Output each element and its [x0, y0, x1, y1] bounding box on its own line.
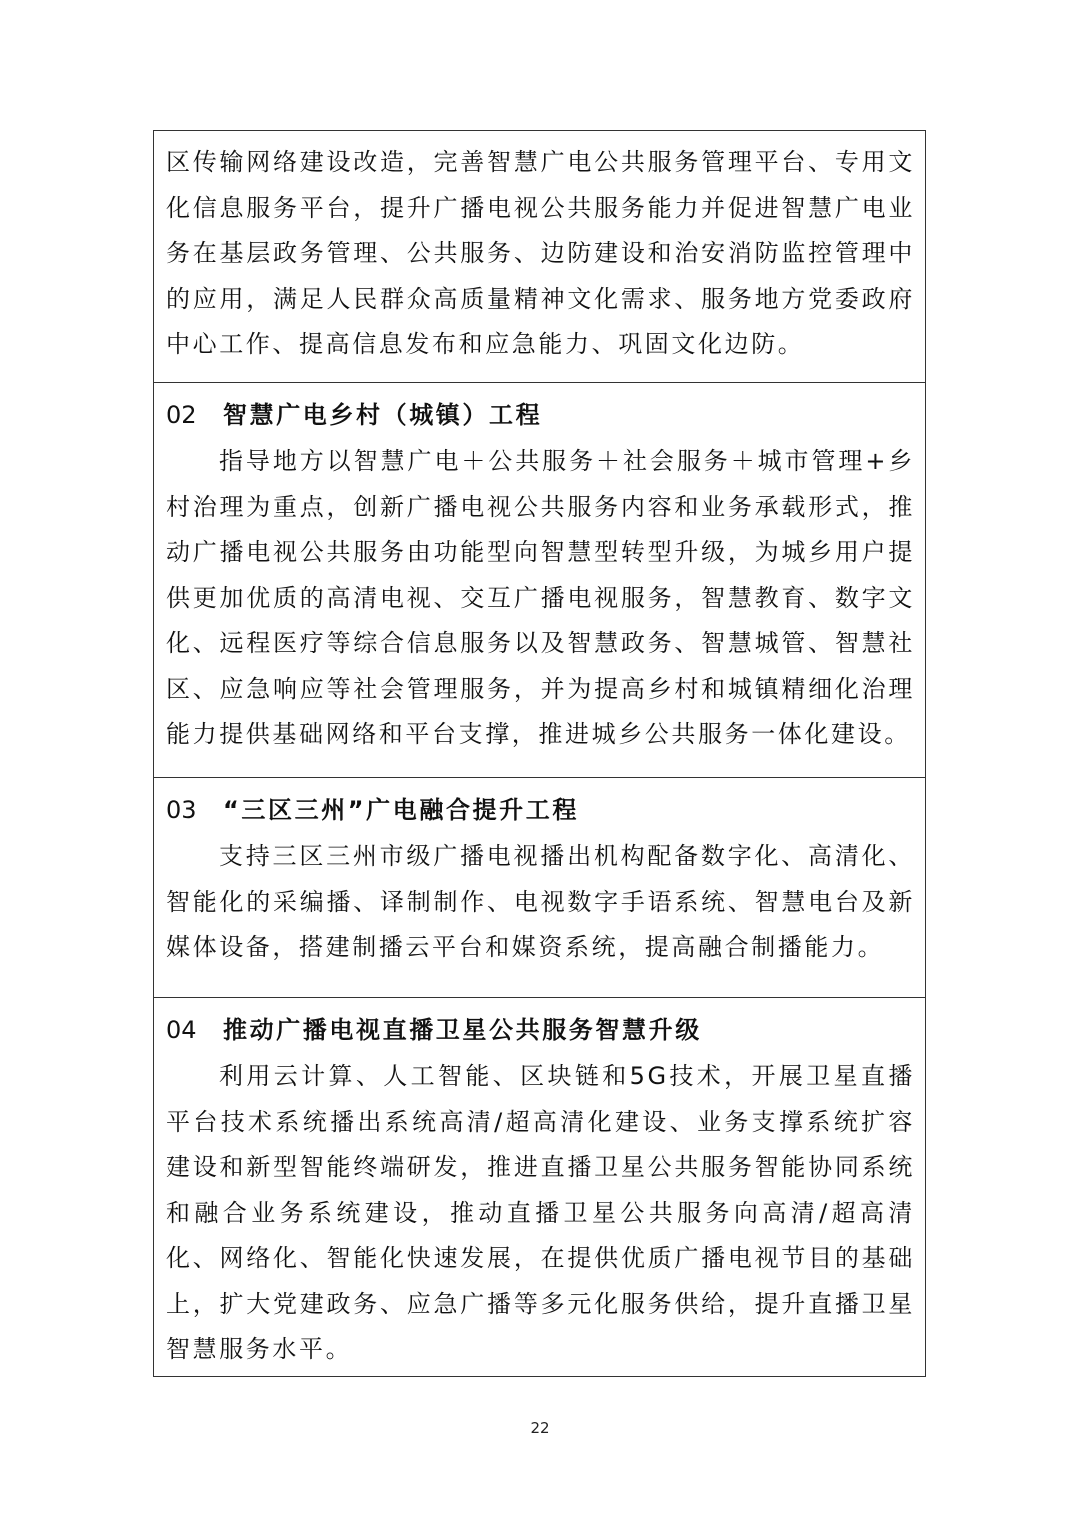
section-heading-04 — [166, 1006, 915, 1054]
table-row-02 — [154, 383, 925, 778]
table-row-04 — [154, 998, 925, 1376]
section-body: 指导地方以智慧广电＋公共服务＋社会服务＋城市管理+乡村治理为重点，创新广播电视公共服务内容和业务承载形式，推动广播电视公共服务由功能型向智慧型转型升级，为城乡用户提供更加优质的高清电视、交互广播电视服务，智慧教育、数字文化、远程医疗等综合信息服务以及智慧政务、智慧城管、智慧社区、应急响应等社会管理服务，并为提高乡村和城镇精细化治理能力提供基础网络和平台支撑，推进城乡公共服务一体化建设。 — [166, 447, 915, 748]
section-heading-02 — [166, 391, 915, 439]
section-title: 推动广播电视直播卫星公共服务智慧升级 — [223, 1016, 702, 1044]
section-body: 利用云计算、人工智能、区块链和5G技术，开展卫星直播平台技术系统播出系统高清/超高清化建设、业务支撑系统扩容建设和新型智能终端研发，推进直播卫星公共服务智能协同系统和融合业务系统建设，推动直播卫星公共服务向高清/超高清化、网络化、智能化快速发展，在提供优质广播电视节目的基础上，扩大党建政务、应急广播等多元化服务供给，提升直播卫星智慧服务水平。 — [166, 1062, 915, 1363]
section-title: “三区三州”广电融合提升工程 — [223, 796, 579, 824]
table-row-03 — [154, 778, 925, 998]
section-title: 智慧广电乡村（城镇）工程 — [223, 401, 543, 429]
section-body: 支持三区三州市级广播电视播出机构配备数字化、高清化、智能化的采编播、译制制作、电视数字手语系统、智慧电台及新媒体设备，搭建制播云平台和媒资系统，提高融合制播能力。 — [166, 842, 915, 961]
page-number: 22 — [530, 1419, 550, 1437]
section-heading-03 — [166, 786, 915, 834]
continuation-paragraph: 区传输网络建设改造，完善智慧广电公共服务管理平台、专用文化信息服务平台，提升广播电视公共服务能力并促进智慧广电业务在基层政务管理、公共服务、边防建设和治安消防监控管理中的应用，满足人民群众高质量精神文化需求、服务地方党委政府中心工作、提高信息发布和应急能力、巩固文化边防。 — [166, 148, 915, 358]
section-number: 02 — [166, 401, 197, 429]
table-row-continuation — [154, 131, 925, 383]
section-number: 04 — [166, 1016, 197, 1044]
project-table — [153, 130, 926, 1377]
section-number: 03 — [166, 796, 197, 824]
